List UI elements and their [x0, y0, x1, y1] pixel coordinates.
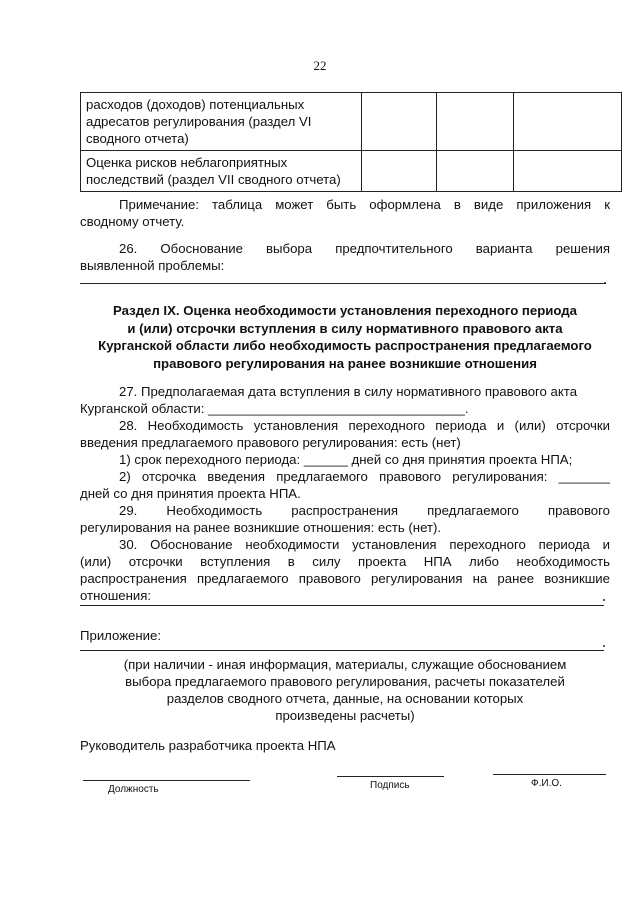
position-label: Должность [108, 784, 159, 795]
position-line [83, 780, 250, 781]
answer-line [80, 605, 604, 606]
table-cell-empty [514, 151, 622, 192]
table-cell-empty [437, 151, 514, 192]
cell-text-line: сводного отчета) [86, 131, 189, 146]
item-27-line-2: Курганской области: ___________________________________. [80, 401, 469, 416]
appendix-label: Приложение: [80, 628, 162, 643]
item-30-line-4: отношения: [80, 588, 152, 603]
appendix-note-line: разделов сводного отчета, данные, на основании которых [166, 691, 524, 706]
table-cell-label [81, 93, 362, 151]
item-26-line-1: 26. Обоснование выбора предпочтительного варианта решения [119, 241, 610, 256]
page-number: 22 [313, 58, 327, 73]
item-29-line-1: 29. Необходимость распространения предлагаемого правового [119, 503, 610, 518]
appendix-note-line: выбора предлагаемого правового регулирования, расчеты показателей [125, 674, 565, 689]
item-28-line-1: 28. Необходимость установления переходного периода и (или) отсрочки [119, 418, 610, 433]
answer-line [80, 650, 604, 651]
name-line [493, 774, 606, 775]
appendix-note [80, 656, 610, 724]
item-28-line-2: введения предлагаемого правового регулирования: есть (нет) [80, 435, 461, 450]
period-mark [603, 599, 605, 601]
name-label: Ф.И.О. [531, 778, 562, 789]
table-cell-label [81, 151, 362, 192]
section-heading-line: Раздел IX. Оценка необходимости установления переходного периода [113, 303, 577, 318]
section-heading [80, 302, 610, 372]
cell-text-line: последствий (раздел VII сводного отчета) [86, 172, 341, 187]
assessment-table [80, 92, 622, 192]
item-28-sub-2-line-2: дней со дня принятия проекта НПА. [80, 486, 301, 501]
section-heading-line: и (или) отсрочки вступления в силу нормативного правового акта [127, 320, 563, 336]
item-27-line-1: 27. Предполагаемая дата вступления в силу нормативного правового акта [119, 384, 578, 399]
appendix-note-line: (при наличии - иная информация, материалы, служащие обоснованием [123, 657, 567, 672]
item-29-line-2: регулирования на ранее возникшие отношения: есть (нет). [80, 520, 442, 535]
answer-line [80, 283, 606, 284]
cell-text-line: Оценка рисков неблагоприятных [86, 155, 288, 170]
table-row [81, 151, 622, 192]
table-cell-empty [362, 151, 437, 192]
cell-text-line: адресатов регулирования (раздел VI [86, 114, 312, 129]
item-30-line-1: 30. Обоснование необходимости установления переходного периода и [119, 537, 610, 552]
period-mark [603, 645, 605, 647]
cell-text-line: расходов (доходов) потенциальных [86, 97, 305, 112]
table-cell-empty [514, 93, 622, 151]
item-28-sub-2-line-1: 2) отсрочка введения предлагаемого правового регулирования: _______ [119, 469, 610, 484]
table-cell-empty [362, 93, 437, 151]
note-line-1: Примечание: таблица может быть оформлена в виде приложения к [119, 197, 610, 212]
signature-line [337, 776, 444, 777]
item-26-line-2: выявленной проблемы: [80, 258, 225, 273]
table-row [81, 93, 622, 151]
period-mark [604, 282, 606, 284]
signature-label: Подпись [370, 780, 410, 791]
section-heading-line: правового регулирования на ранее возникшие отношения [153, 355, 537, 371]
item-30-line-2: (или) отсрочки вступления в силу проекта НПА либо необходимость [80, 554, 610, 569]
item-28-sub-1: 1) срок переходного периода: ______ дней со дня принятия проекта НПА; [119, 452, 573, 467]
signature-heading: Руководитель разработчика проекта НПА [80, 738, 336, 753]
appendix-note-line: произведены расчеты) [275, 708, 415, 723]
table-cell-empty [437, 93, 514, 151]
section-heading-line: Курганской области либо необходимость распространения предлагаемого [98, 338, 592, 353]
note-line-2: сводному отчету. [80, 214, 185, 229]
item-30-line-3: распространения предлагаемого правового регулирования на ранее возникшие [80, 571, 610, 586]
